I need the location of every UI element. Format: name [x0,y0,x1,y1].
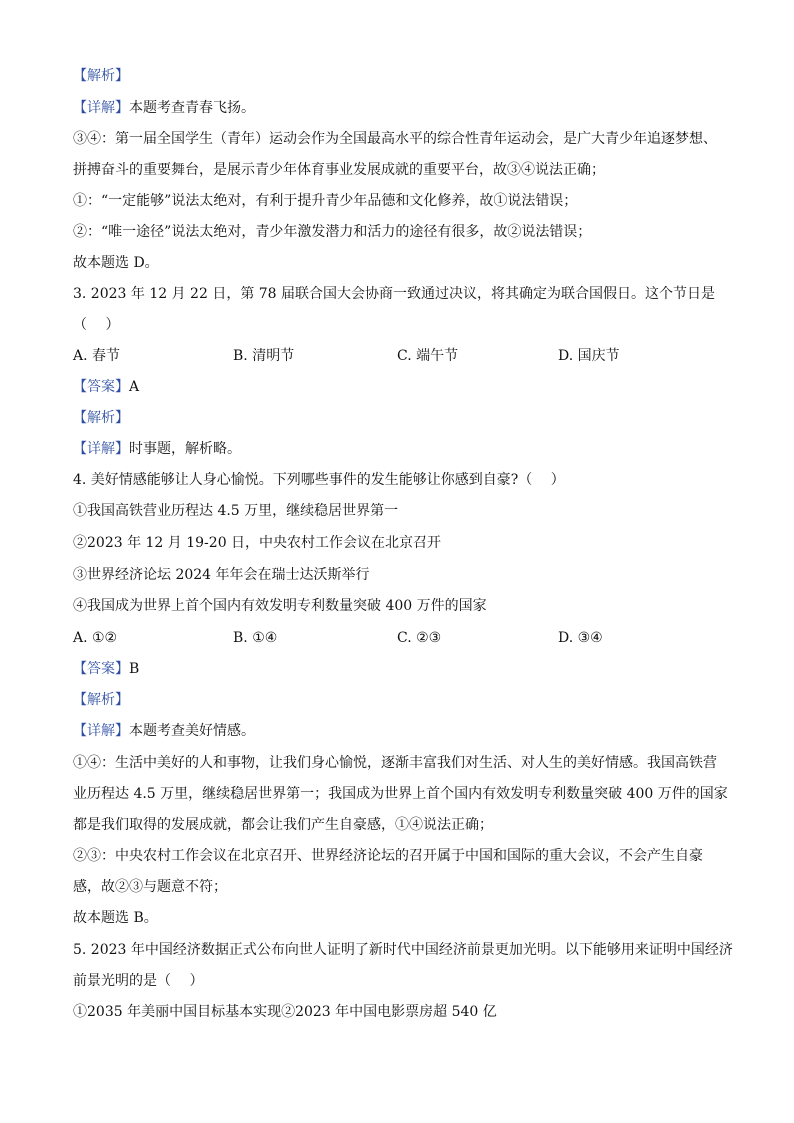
option-c: C. 端午节 [397,348,459,364]
answer-tag: 【答案】 [73,379,129,395]
detail-tag: 【详解】 [73,723,129,739]
question-stem: 3. 2023 年 12 月 22 日，第 78 届联合国大会协商一致通过决议，将其确定为联合国假日。这个节日是 [73,286,716,302]
detail-text: 时事题，解析略。 [129,441,241,457]
conclusion-line: 故本题选 B。 [73,910,158,926]
statement-item: ②2023 年 12 月 19-20 日，中央农村工作会议在北京召开 [73,535,442,551]
detail-paragraph [73,721,255,741]
answer-value: B [129,661,140,677]
analysis-heading: 【解析】 [73,68,129,84]
explanation-line: ②：“唯一途径”说法太绝对，青少年激发潜力和活力的途径有很多，故②说法错误； [73,224,592,240]
detail-text: 本题考查青春飞扬。 [129,100,255,116]
explanation-line: 业历程达 4.5 万里，继续稳居世界第一；我国成为世界上首个国内有效发明专利数量突破 400 万件的国家 [73,786,728,802]
answer-value: A [129,379,140,395]
option-b: B. 清明节 [233,348,295,364]
question-stem: 前景光明的是（ ） [73,973,204,989]
option-d: D. 国庆节 [558,348,620,364]
explanation-line: 感，故②③与题意不符； [73,879,227,895]
conclusion-line: 故本题选 D。 [73,255,159,271]
statement-item: ①2035 年美丽中国目标基本实现②2023 年中国电影票房超 540 亿 [73,1004,497,1020]
explanation-line: ①：“一定能够”说法太绝对，有利于提升青少年品德和文化修养，故①说法错误； [73,193,578,209]
statement-item: ③世界经济论坛 2024 年年会在瑞士达沃斯举行 [73,567,370,583]
answer-line [73,659,139,679]
explanation-line: ②③：中央农村工作会议在北京召开、世界经济论坛的召开属于中国和国际的重大会议，不会产生自豪 [73,848,703,864]
option-a: A. ①② [73,630,118,646]
statement-item: ④我国成为世界上首个国内有效发明专利数量突破 400 万件的国家 [73,598,487,614]
option-a: A. 春节 [73,348,121,364]
option-d: D. ③④ [558,630,603,646]
answer-tag: 【答案】 [73,661,129,677]
detail-paragraph [73,98,255,118]
detail-paragraph [73,439,241,459]
explanation-line: 拼搏奋斗的重要舞台，是展示青少年体育事业发展成就的重要平台，故③④说法正确； [73,162,605,178]
explanation-line: ①④：生活中美好的人和事物，让我们身心愉悦，逐渐丰富我们对生活、对人生的美好情感。我国高铁营 [73,755,717,771]
option-c: C. ②③ [397,630,442,646]
answer-line [73,377,139,397]
detail-tag: 【详解】 [73,100,129,116]
analysis-heading: 【解析】 [73,692,129,708]
detail-text: 本题考查美好情感。 [129,723,255,739]
question-stem: 4. 美好情感能够让人身心愉悦。下列哪些事件的发生能够让你感到自豪?（ ） [73,472,565,488]
statement-item: ①我国高铁营业历程达 4.5 万里，继续稳居世界第一 [73,503,399,519]
option-b: B. ①④ [233,630,278,646]
question-stem: （ ） [73,317,120,333]
detail-tag: 【详解】 [73,441,129,457]
question-stem: 5. 2023 年中国经济数据正式公布向世人证明了新时代中国经济前景更加光明。以下能够用来证明中国经济 [73,942,733,958]
explanation-line: ③④：第一届全国学生（青年）运动会作为全国最高水平的综合性青年运动会，是广大青少年追逐梦想、 [73,131,717,147]
explanation-line: 都是我们取得的发展成就，都会让我们产生自豪感，①④说法正确； [73,817,493,833]
analysis-heading: 【解析】 [73,410,129,426]
